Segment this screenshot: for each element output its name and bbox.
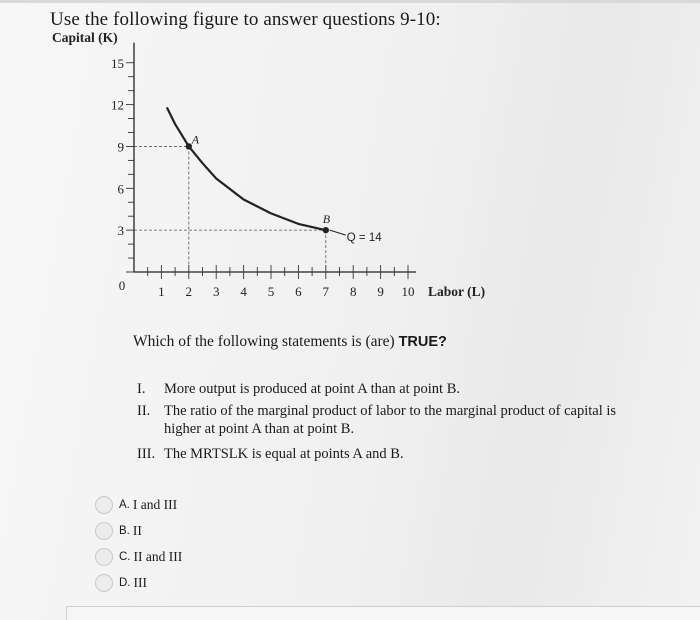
point-label-a: A	[191, 132, 200, 147]
x-tick-label: 6	[295, 284, 302, 299]
option-b[interactable]	[95, 520, 235, 542]
y-tick-label: 3	[117, 223, 124, 239]
option-letter: D.	[119, 577, 131, 589]
option-letter: C.	[119, 551, 131, 563]
option-d[interactable]	[95, 572, 235, 594]
option-label: I and III	[132, 497, 178, 512]
statement-1	[137, 380, 657, 400]
x-tick-label: 2	[185, 284, 193, 299]
curve-label: Q = 14	[346, 232, 382, 245]
point-label-b: B	[322, 212, 331, 227]
option-label: II	[132, 523, 142, 538]
y-tick-label: 12	[111, 97, 124, 113]
y-axis-label: Capital (K)	[52, 29, 118, 45]
x-tick-label: 1	[158, 284, 165, 299]
prompt-emphasis: TRUE?	[398, 334, 447, 350]
radio-button[interactable]	[95, 574, 113, 592]
x-tick-label: 9	[377, 284, 384, 299]
y-tick-label: 0	[118, 278, 126, 293]
radio-button[interactable]	[95, 522, 113, 540]
x-tick-label: 8	[349, 284, 357, 299]
radio-button[interactable]	[95, 496, 113, 514]
option-letter: A.	[119, 499, 130, 511]
x-tick-label: 10	[401, 284, 415, 299]
x-tick-label: 5	[267, 284, 275, 299]
x-tick-label: 4	[240, 284, 247, 299]
prompt-text: Which of the following statements is (are)	[133, 333, 395, 350]
option-letter: B.	[119, 525, 130, 537]
curve-label-leader	[330, 230, 346, 235]
next-question-box	[66, 606, 700, 620]
statement-2	[137, 402, 657, 442]
statement-3	[137, 445, 657, 465]
y-tick-label: 9	[117, 139, 124, 155]
y-tick-label: 15	[111, 55, 124, 71]
statement-number: III.	[137, 446, 156, 462]
statement-number: I.	[137, 381, 146, 397]
x-tick-label: 3	[212, 284, 220, 299]
option-label: III	[133, 575, 147, 590]
point-b-marker	[323, 227, 329, 233]
statement-text: The MRTSLK is equal at points A and B.	[164, 446, 404, 462]
radio-button[interactable]	[95, 548, 113, 566]
statement-text-cont: higher at point A than at point B.	[164, 421, 355, 437]
isoquant-curve	[167, 107, 326, 230]
option-label: II and III	[133, 549, 183, 564]
option-a[interactable]	[95, 494, 235, 516]
statement-number: II.	[137, 403, 151, 419]
x-axis-label: Labor (L)	[428, 284, 486, 299]
y-tick-label: 6	[117, 181, 124, 197]
statement-text: The ratio of the marginal product of labor to the marginal product of capital is	[164, 403, 617, 419]
x-tick-label: 7	[322, 284, 330, 299]
question-title: Use the following figure to answer questions 9-10:	[50, 9, 441, 30]
statement-text: More output is produced at point A than at point B.	[164, 381, 461, 397]
question-prompt	[133, 333, 447, 351]
option-c[interactable]	[95, 546, 235, 568]
